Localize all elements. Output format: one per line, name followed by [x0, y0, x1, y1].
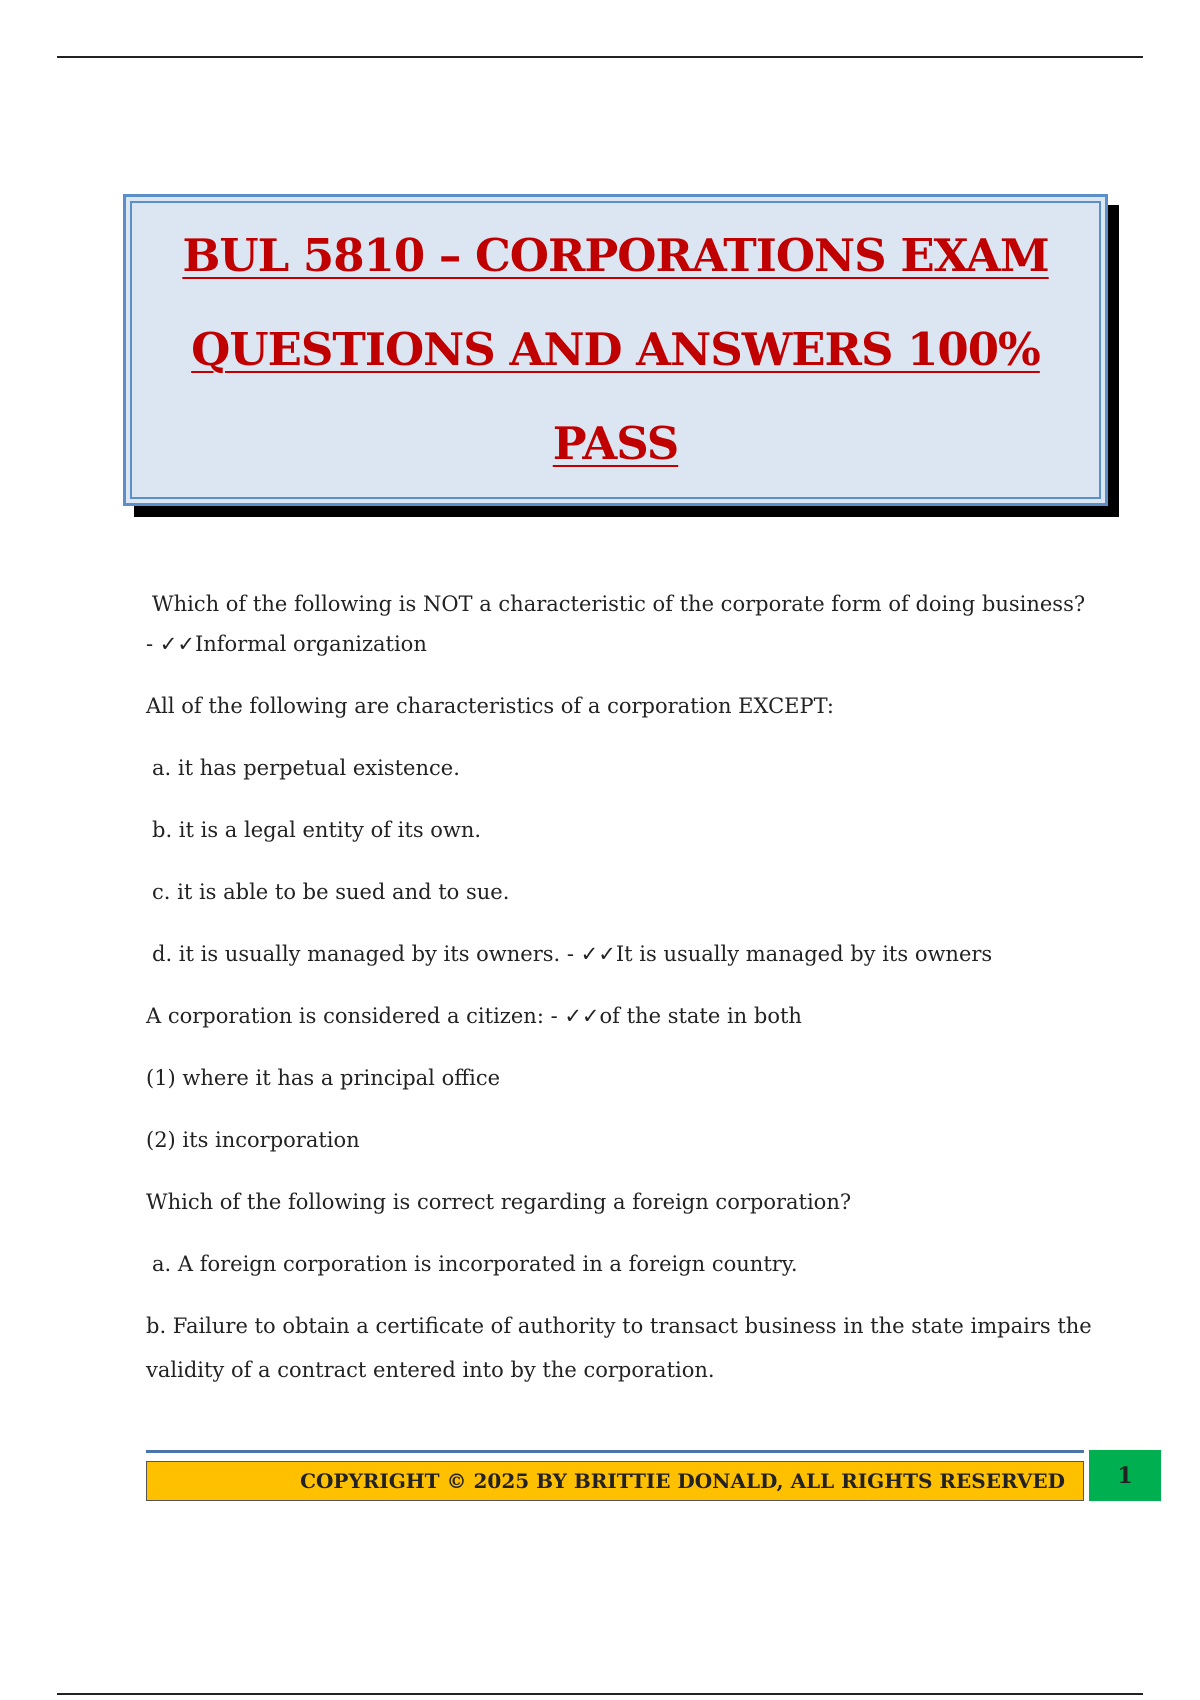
- question-3-item-2: (2) its incorporation: [146, 1128, 360, 1152]
- document-body: [146, 582, 1096, 1410]
- title-box: [123, 194, 1108, 506]
- question-4-option-a: a. A foreign corporation is incorporated in a foreign country.: [152, 1252, 798, 1276]
- question-2-option-b: b. it is a legal entity of its own.: [152, 818, 482, 842]
- question-2-option-c: c. it is able to be sued and to sue.: [152, 880, 510, 904]
- page-number-box: [1089, 1450, 1161, 1501]
- question-4: Which of the following is correct regarding a foreign corporation?: [146, 1190, 852, 1214]
- question-4-option-b: b. Failure to obtain a certificate of authority to transact business in the state impairs the validity of a contract entered into by the corporation.: [146, 1314, 1092, 1382]
- title-line-3: PASS: [552, 417, 679, 470]
- top-rule: [57, 56, 1143, 58]
- bottom-rule: [57, 1693, 1143, 1695]
- copyright-bar: [146, 1461, 1084, 1501]
- question-2: All of the following are characteristics of a corporation EXCEPT:: [146, 694, 834, 718]
- title-line-1: BUL 5810 – CORPORATIONS EXAM: [182, 229, 1049, 282]
- page-number: 1: [1117, 1462, 1133, 1489]
- title-line-2: QUESTIONS AND ANSWERS 100%: [191, 323, 1040, 376]
- answer-1: - ✓✓Informal organization: [146, 632, 427, 656]
- copyright-text: COPYRIGHT © 2025 BY BRITTIE DONALD, ALL RIGHTS RESERVED: [300, 1469, 1065, 1493]
- question-3: A corporation is considered a citizen: - ✓✓of the state in both: [146, 1004, 802, 1028]
- footer-rule: [146, 1450, 1084, 1453]
- question-1: Which of the following is NOT a characteristic of the corporate form of doing business?: [152, 592, 1086, 616]
- question-2-option-a: a. it has perpetual existence.: [152, 756, 460, 780]
- question-2-option-d: d. it is usually managed by its owners. - ✓✓It is usually managed by its owners: [152, 942, 993, 966]
- question-3-item-1: (1) where it has a principal office: [146, 1066, 501, 1090]
